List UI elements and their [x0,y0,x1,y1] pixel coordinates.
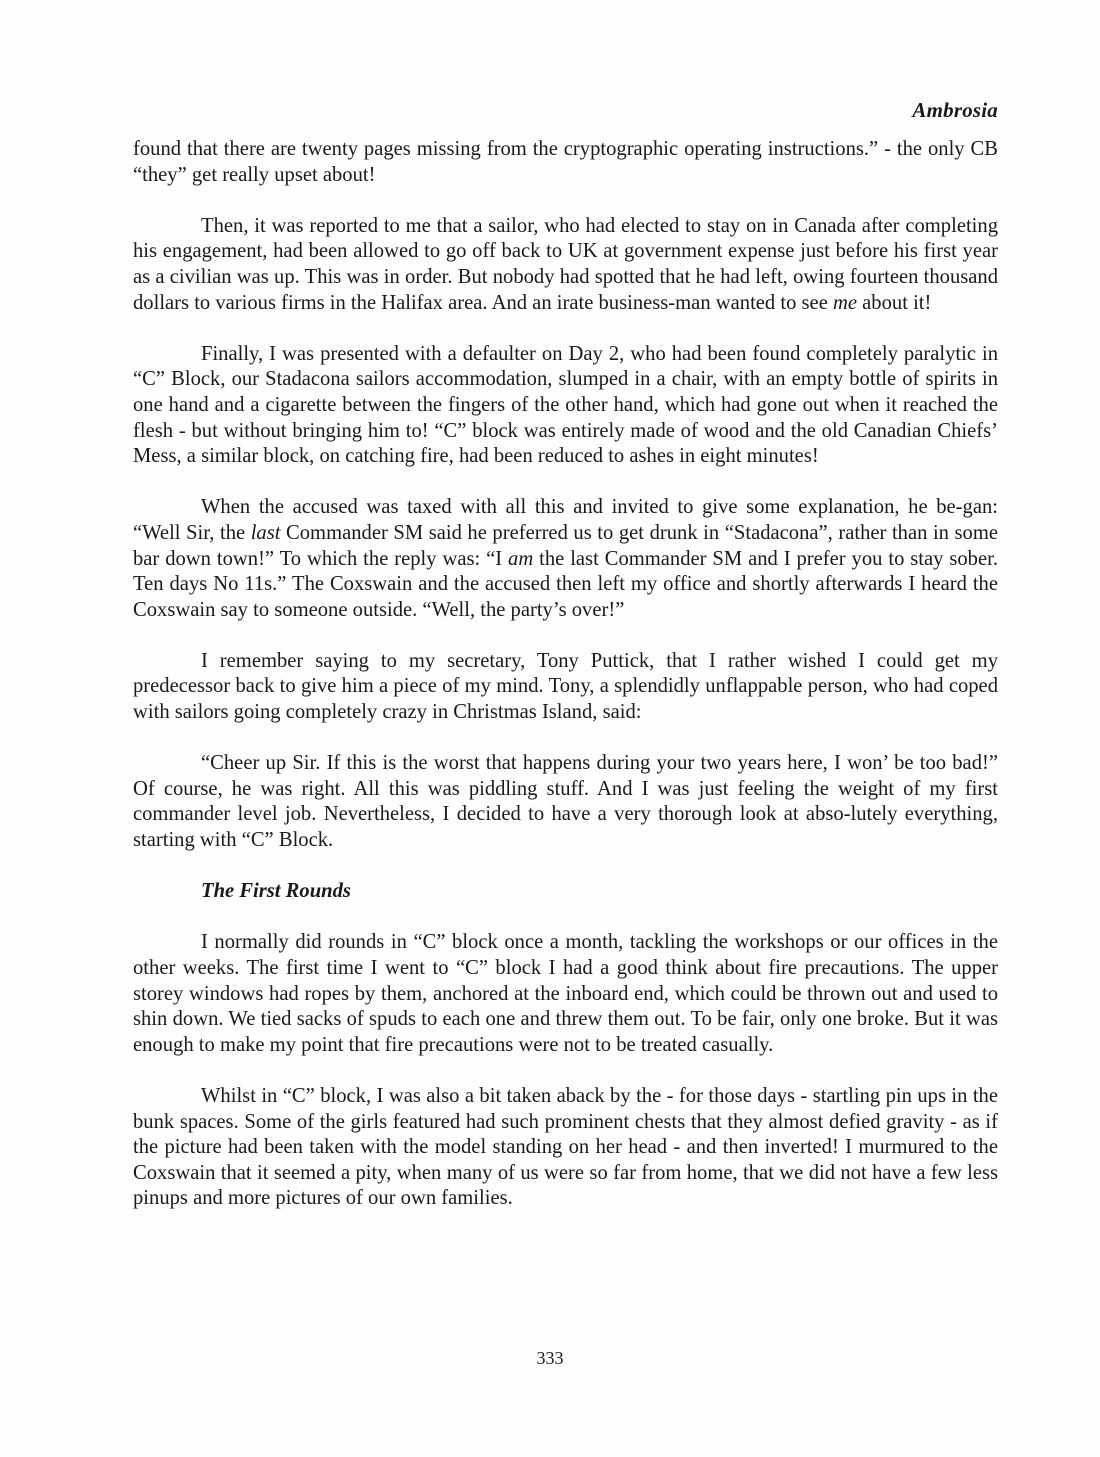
paragraph [133,137,998,188]
paragraph-text: I normally did rounds in “C” block once a month, tackling the workshops or our offices in the other weeks. The first time I went to “C” block I had a good think about fire precautions. The upper storey windows had ropes by them, anchored at the inboard end, which could be thrown out and used to shin down. We tied sacks of spuds to each one and threw them out. To be fair, only one broke. But it was enough to make my point that fire precautions were not to be treated casually. [133,931,998,1056]
paragraph-text: the last Commander SM and I prefer you to stay sober. Ten days No 11s.” The Coxswain and the accused then left my office and shortly afterwards I heard the Coxswain say to someone outside. “Well, the party’s over!” [133,547,998,621]
running-head: Ambrosia [912,98,998,122]
paragraph-text: Finally, I was presented with a defaulter on Day 2, who had been found completely paralytic in “C” Block, our Stadacona sailors accommodation, slumped in a chair, with an empty bottle of spirits in one hand and a cigarette between the fingers of the other hand, which had gone out when it reached the flesh - but without bringing him to! “C” block was entirely made of wood and the old Canadian Chiefs’ Mess, a similar block, on catching fire, had been reduced to ashes in eight minutes! [133,342,998,468]
paragraph-text: Whilst in “C” block, I was also a bit taken aback by the - for those days - startling pin ups in the bunk spaces. Some of the girls featured had such prominent chests that they almost defied gravity - as if the picture had been taken with the model standing on her head - and then inverted! I murmured to the Coxswain that it seemed a pity, when many of us were so far from home, that we did not have a few less pinups and more pictures of our own families. [133,1084,998,1210]
paragraph [133,930,998,1058]
body-text [133,137,998,1238]
paragraph [133,1084,998,1212]
paragraph-text: Commander SM said he preferred us to get drunk in “Stadacona”, rather than in some bar down town!” To which the reply was: “I [133,521,998,570]
page-number: 333 [536,1348,564,1368]
paragraph-text: I remember saying to my secretary, Tony Puttick, that I rather wished I could get my predecessor back to give him a piece of my mind. Tony, a splendidly unflappable person, who had coped with sailors going completely crazy in Christmas Island, said: [133,649,998,724]
paragraph [133,214,998,316]
section-heading [133,879,998,905]
paragraph-text: about it! [857,291,932,314]
paragraph [133,342,998,470]
paragraph-text: The First Rounds [201,880,351,903]
paragraph-text: Then, it was reported to me that a sailor, who had elected to stay on in Canada after completing his engagement, had been allowed to go off back to UK at government expense just before his first year as a civilian was up. This was in order. But nobody had spotted that he had left, owing fourteen thousand dollars to various firms in the Halifax area. And an irate business-man wanted to see [133,214,998,314]
emphasis-text: last [250,521,281,544]
paragraph-text: When the accused was taxed with all this and invited to give some explanation, he be-gan: “Well Sir, the [133,496,998,544]
paragraph [133,649,998,726]
paragraph-text: found that there are twenty pages missing from the cryptographic operating instructions.” - the only CB “they” get really upset about! [133,138,998,186]
emphasis-text: me [833,291,858,314]
paragraph [133,495,998,623]
paragraph-text: “Cheer up Sir. If this is the worst that happens during your two years here, I won’ be too bad!” Of course, he was right. All this was piddling stuff. And I was just feeling the weight of my first commander level job. Nevertheless, I decided to have a very thorough look at abso-lutely everything, starting with “C” Block. [133,752,998,852]
paragraph [133,751,998,853]
emphasis-text: am [508,547,534,570]
